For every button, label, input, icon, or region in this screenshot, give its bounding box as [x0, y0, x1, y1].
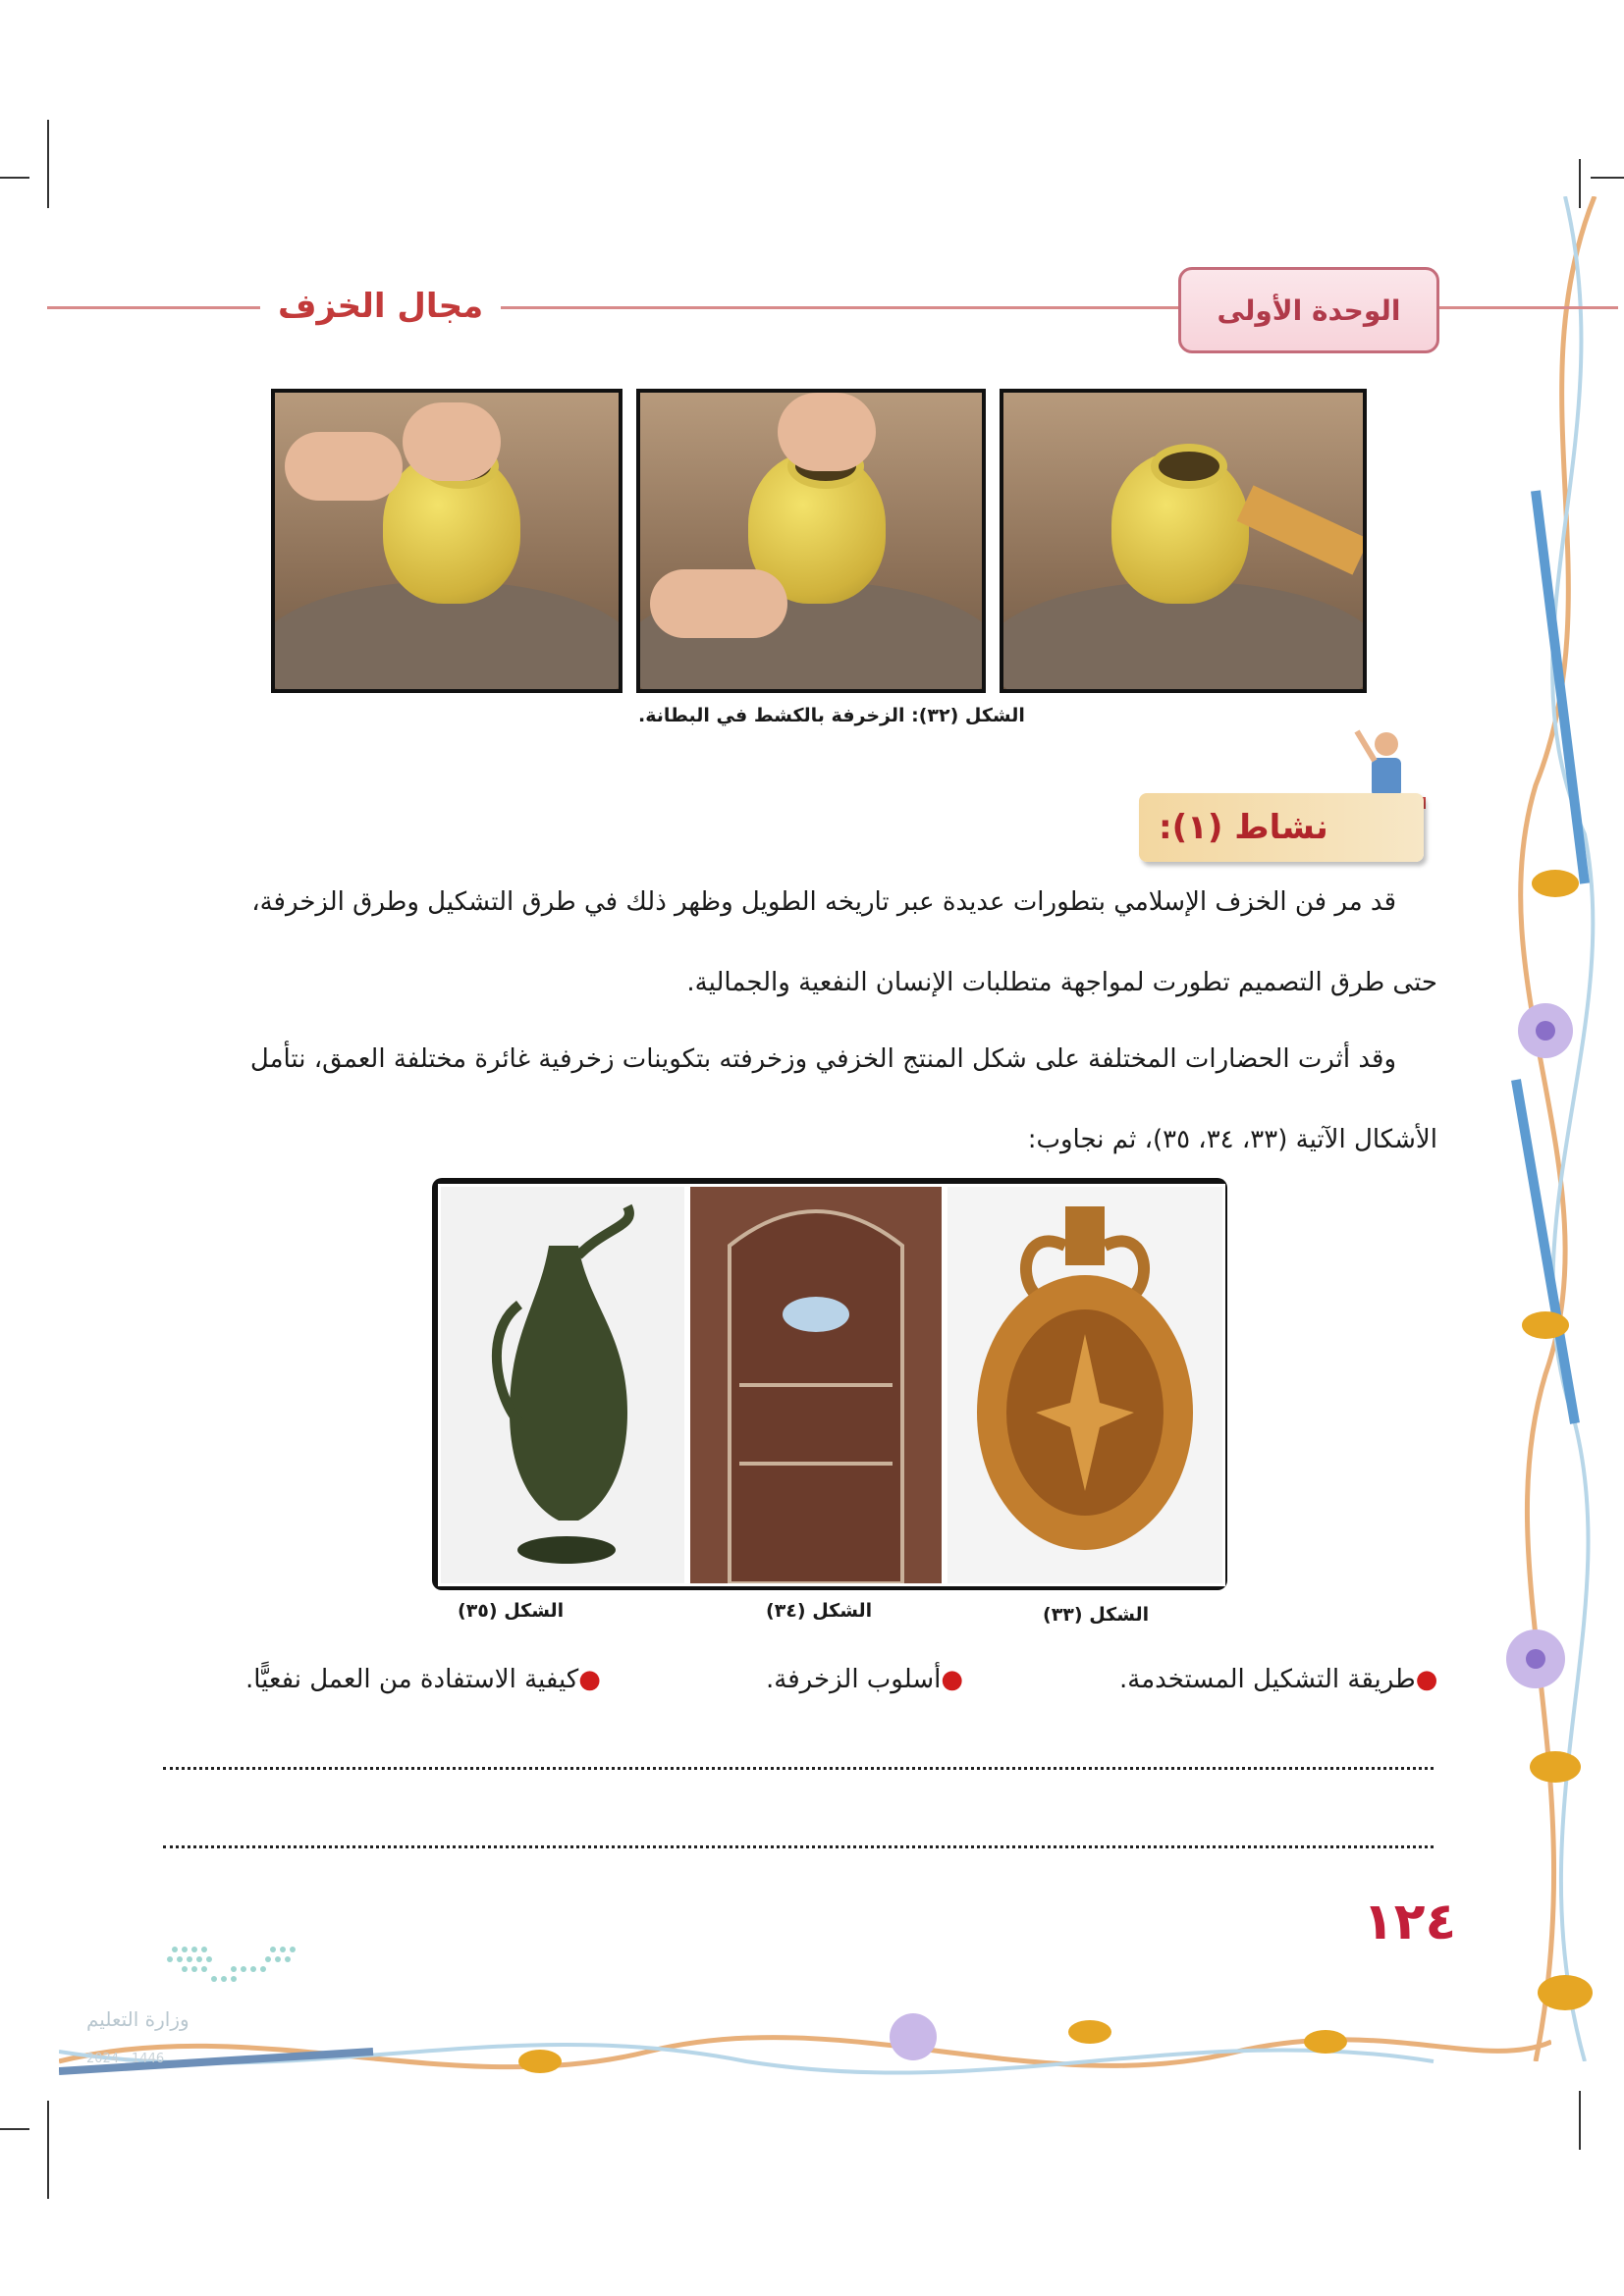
- crop-mark: [0, 177, 29, 179]
- bullet-dot: ●: [941, 1665, 964, 1694]
- crop-mark: [47, 120, 49, 208]
- figure-34-image: [687, 1184, 945, 1586]
- figure-32-caption: الشكل (٣٢): الزخرفة بالكشط في البطانة.: [638, 705, 1025, 726]
- photo-decorating-step-3: [271, 389, 623, 693]
- paragraph-line-3: وقد أثرت الحضارات المختلفة على شكل المنتج الخزفي وزخرفته بتكوينات زخرفية غائرة مختلفة العمق، نتأمل: [249, 1044, 1396, 1074]
- page-number: ١٢٤: [1363, 1893, 1457, 1951]
- photo-decorating-step-2: [636, 389, 986, 693]
- photo-decorating-step-1: [1000, 389, 1367, 693]
- figure-34-caption: الشكل (٣٤): [766, 1600, 873, 1622]
- paragraph-line-4: الأشكال الآتية (٣٣، ٣٤، ٣٥)، ثم نجاوب:: [1027, 1125, 1437, 1154]
- crop-mark: [0, 2128, 29, 2130]
- crop-mark: [1591, 177, 1624, 179]
- unit-badge: [1178, 267, 1439, 353]
- ministry-logo-text: وزارة التعليم: [86, 2007, 189, 2031]
- field-title: مجال الخزف: [260, 287, 501, 326]
- question-item-1: [1119, 1665, 1437, 1694]
- question-text: طريقة التشكيل المستخدمة.: [1119, 1665, 1416, 1694]
- figure-33-image: [945, 1184, 1225, 1586]
- crop-mark: [1579, 2091, 1581, 2150]
- figure-33-caption: الشكل (٣٣): [1043, 1604, 1150, 1626]
- figure-35-caption: الشكل (٣٥): [458, 1600, 565, 1622]
- activity-title: نشاط (١):: [1159, 808, 1328, 847]
- bullet-dot: ●: [1415, 1665, 1438, 1694]
- question-text: أسلوب الزخرفة.: [766, 1665, 942, 1694]
- activity-banner: [1139, 793, 1424, 862]
- crop-mark: [47, 2101, 49, 2199]
- answer-line[interactable]: [163, 1767, 1434, 1770]
- question-item-2: [766, 1665, 963, 1694]
- paragraph-line-2: حتى طرق التصميم تطورت لمواجهة متطلبات الإنسان النفعية والجمالية.: [686, 968, 1437, 997]
- bullet-dot: ●: [578, 1665, 601, 1694]
- paragraph-line-1: قد مر فن الخزف الإسلامي بتطورات عديدة عبر تاريخه الطويل وظهر ذلك في طرق التشكيل وطرق الزخرفة،: [251, 887, 1396, 917]
- question-text: كيفية الاستفادة من العمل نفعيًّا.: [245, 1665, 579, 1694]
- figure-35-image: [438, 1184, 687, 1586]
- answer-line[interactable]: [163, 1845, 1434, 1848]
- question-item-3: [245, 1665, 601, 1694]
- floral-border-decoration: [1477, 196, 1624, 2061]
- ministry-logo-year: 2024 - 1446: [86, 2052, 165, 2066]
- unit-title: الوحدة الأولى: [1217, 294, 1401, 327]
